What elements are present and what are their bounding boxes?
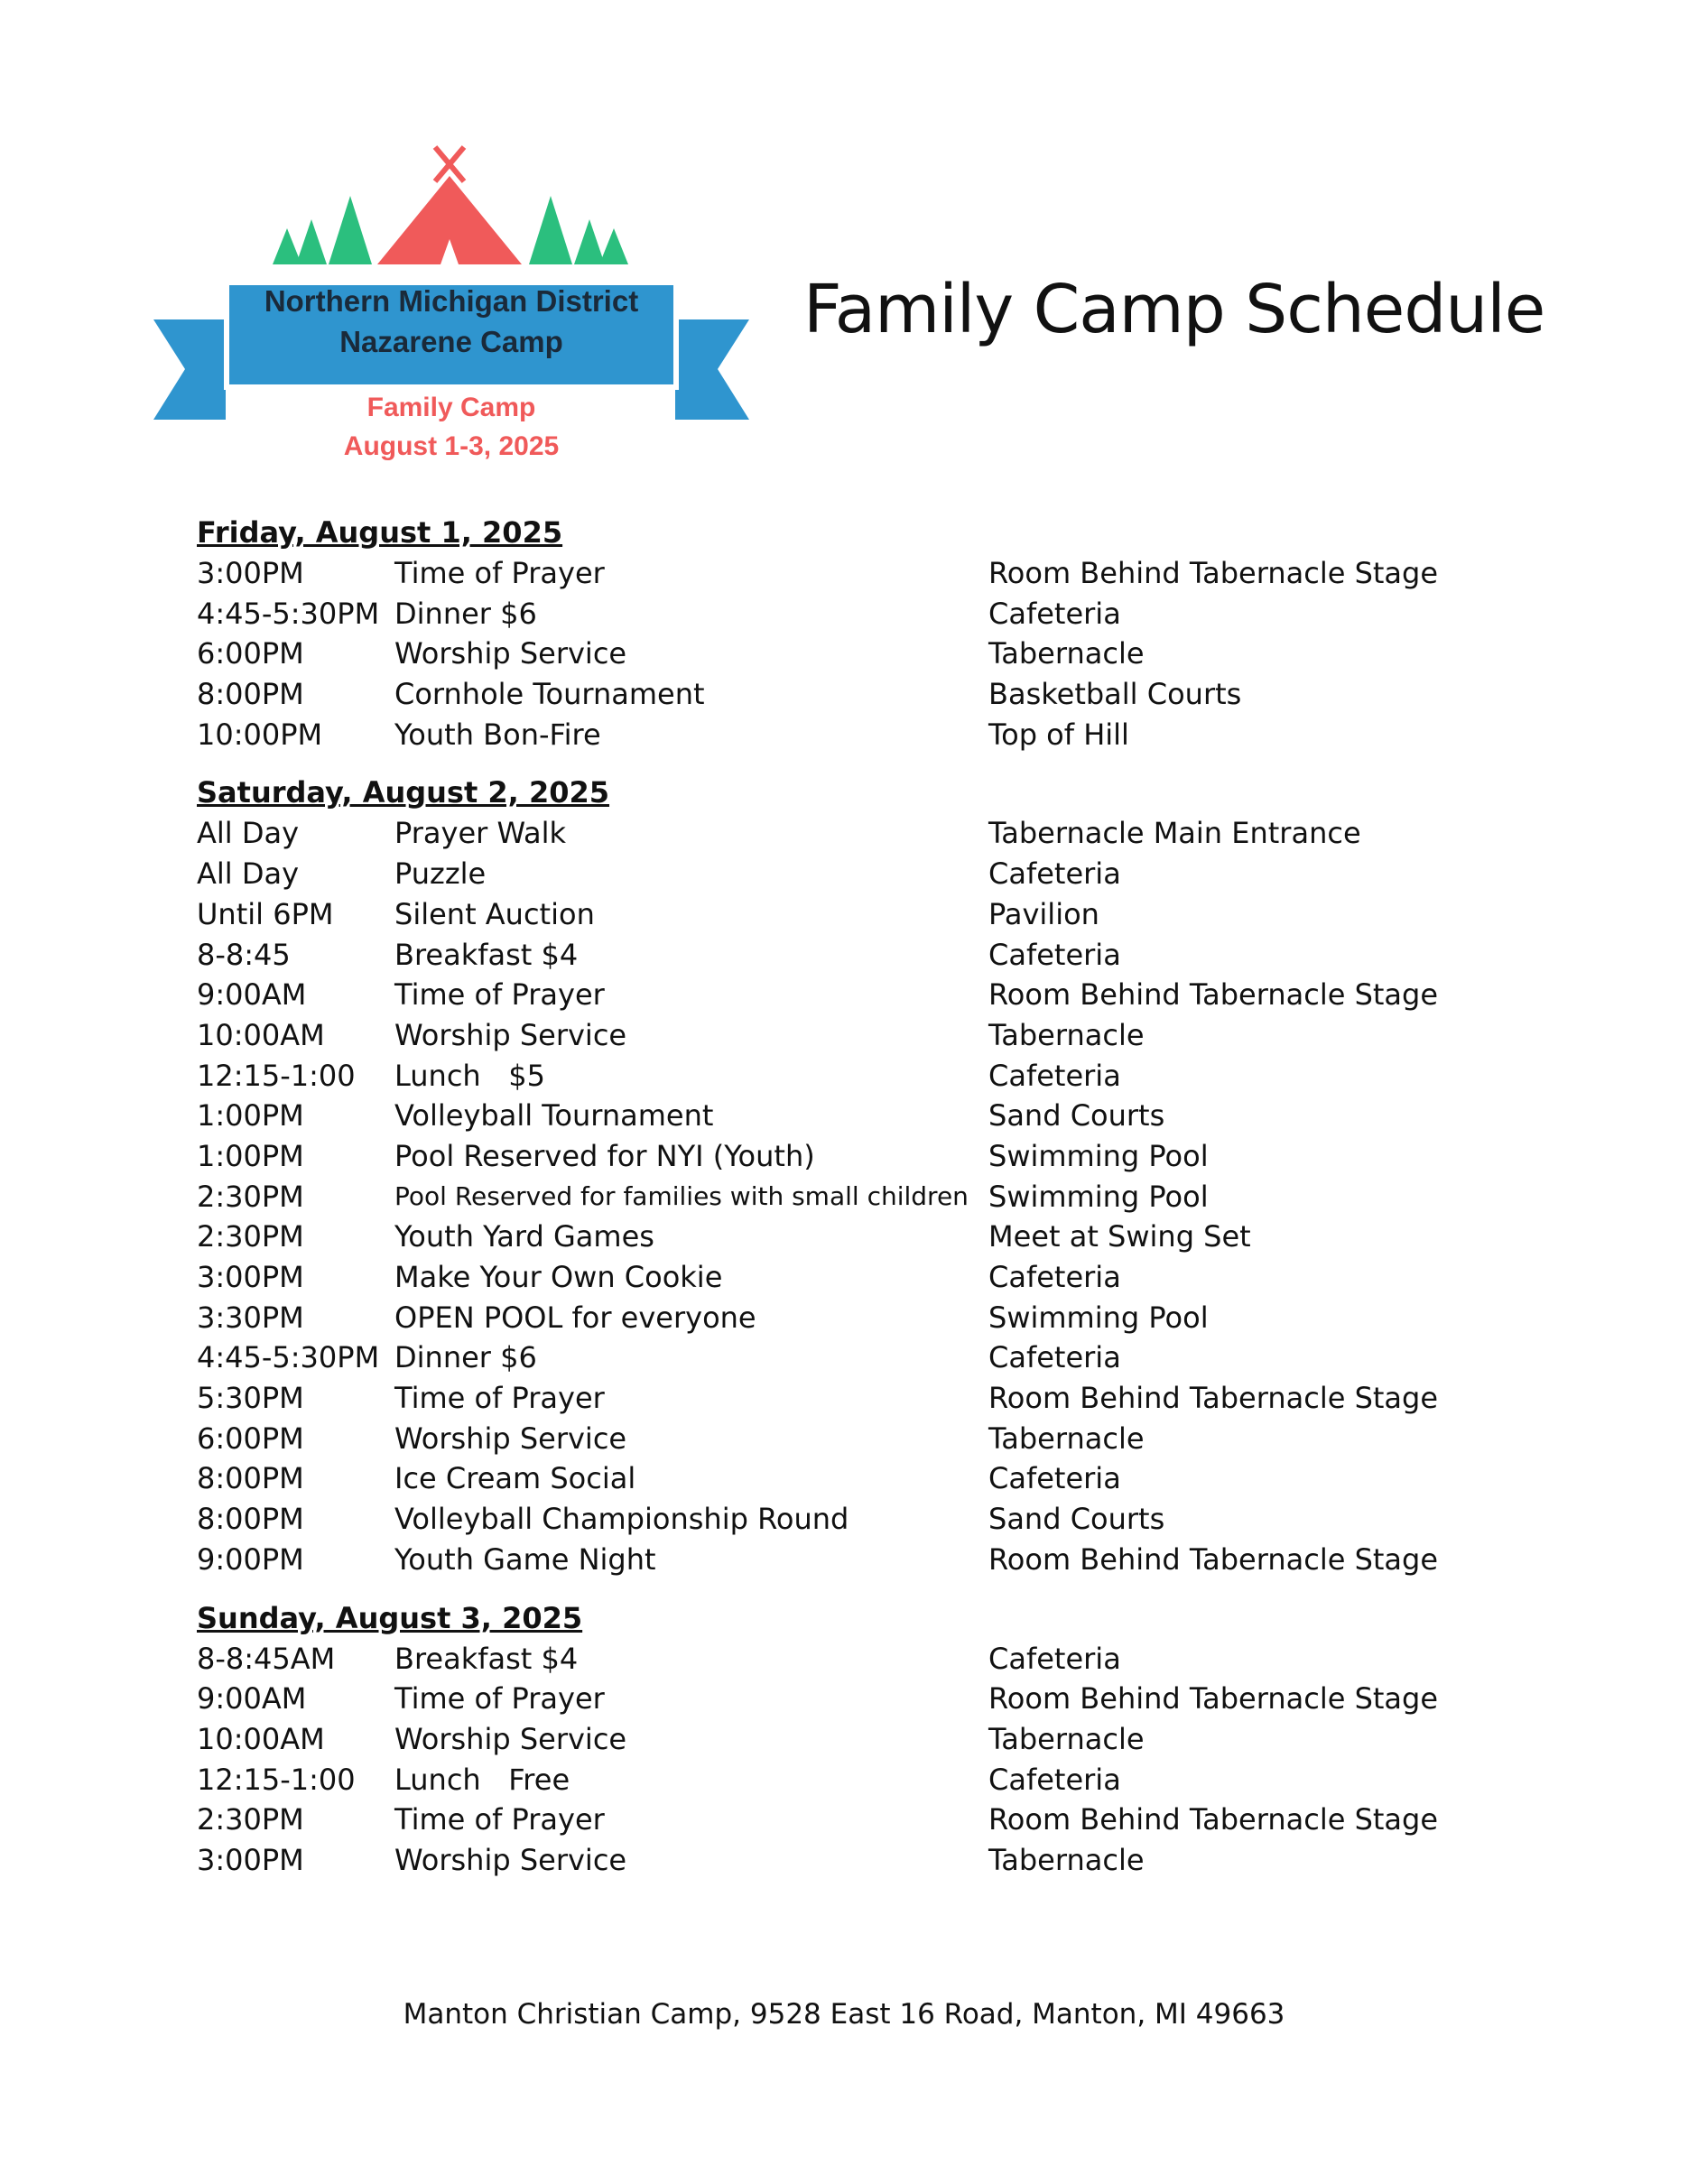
event-location: Cafeteria xyxy=(988,937,1121,972)
event-location: Room Behind Tabernacle Stage xyxy=(988,1681,1439,1717)
event-time: 9:00AM xyxy=(197,1681,307,1717)
event-time: 4:45-5:30PM xyxy=(197,596,380,631)
schedule-row xyxy=(197,1419,1497,1459)
logo-subtitle: Family Camp xyxy=(366,393,536,422)
event-location: Swimming Pool xyxy=(988,1300,1209,1335)
schedule-row xyxy=(197,1015,1497,1056)
logo-line1: Northern Michigan District xyxy=(264,284,639,318)
event-name: Pool Reserved for families with small children xyxy=(394,1180,969,1211)
ribbon-left-tail xyxy=(153,319,226,420)
event-location: Cafeteria xyxy=(988,1260,1121,1294)
day-heading: Saturday, August 2, 2025 xyxy=(197,775,610,810)
event-time: 8:00PM xyxy=(197,677,304,712)
event-name: Worship Service xyxy=(394,1421,627,1456)
event-time: 10:00AM xyxy=(197,1721,325,1756)
event-time: 3:30PM xyxy=(197,1300,304,1335)
schedule-row xyxy=(197,1096,1497,1136)
event-location: Cafeteria xyxy=(988,1340,1121,1375)
footer-address: Manton Christian Camp, 9528 East 16 Road, Manton, MI 49663 xyxy=(403,1998,1285,2031)
event-name: Youth Bon-Fire xyxy=(394,717,601,752)
event-time: 3:00PM xyxy=(197,1260,304,1294)
schedule-row xyxy=(197,1639,1497,1680)
event-name: Time of Prayer xyxy=(394,977,605,1013)
event-time: 8:00PM xyxy=(197,1461,304,1496)
event-name: Time of Prayer xyxy=(394,1381,605,1416)
event-name: Ice Cream Social xyxy=(394,1461,636,1496)
event-name: Worship Service xyxy=(394,1721,627,1756)
event-time: 12:15-1:00 xyxy=(197,1058,356,1093)
event-time: 9:00PM xyxy=(197,1541,304,1577)
event-name: Cornhole Tournament xyxy=(394,677,705,712)
day-section xyxy=(197,1598,1497,1881)
schedule-row xyxy=(197,854,1497,894)
event-location: Cafeteria xyxy=(988,596,1121,631)
event-name: Worship Service xyxy=(394,1842,627,1877)
event-location: Room Behind Tabernacle Stage xyxy=(988,1381,1439,1416)
event-name: Silent Auction xyxy=(394,896,595,931)
schedule-row xyxy=(197,1298,1497,1338)
schedule-row xyxy=(197,1257,1497,1298)
event-location: Pavilion xyxy=(988,896,1099,931)
event-time: 1:00PM xyxy=(197,1098,304,1134)
event-location: Tabernacle xyxy=(988,1721,1145,1756)
event-name: Youth Yard Games xyxy=(394,1219,654,1254)
event-time: 4:45-5:30PM xyxy=(197,1340,380,1375)
day-section xyxy=(197,773,1497,1579)
event-time: 10:00PM xyxy=(197,717,323,752)
ribbon-right-tail xyxy=(675,319,749,420)
tree-icons-left xyxy=(273,196,372,264)
event-location: Cafeteria xyxy=(988,856,1121,892)
schedule-row xyxy=(197,894,1497,935)
event-name: Youth Game Night xyxy=(394,1541,656,1577)
event-location: Tabernacle xyxy=(988,1017,1145,1052)
event-time: 2:30PM xyxy=(197,1802,304,1837)
event-name: OPEN POOL for everyone xyxy=(394,1300,756,1335)
page-title: Family Camp Schedule xyxy=(803,271,1545,348)
day-section xyxy=(197,513,1497,754)
event-location: Swimming Pool xyxy=(988,1138,1209,1173)
event-time: 10:00AM xyxy=(197,1017,325,1052)
event-location: Tabernacle Main Entrance xyxy=(988,816,1361,851)
event-location: Swimming Pool xyxy=(988,1179,1209,1214)
event-location: Tabernacle xyxy=(988,1421,1145,1456)
schedule-row xyxy=(197,1177,1497,1217)
day-heading: Friday, August 1, 2025 xyxy=(197,515,563,550)
schedule xyxy=(197,513,1497,1899)
schedule-row xyxy=(197,1719,1497,1760)
schedule-row xyxy=(197,1800,1497,1840)
schedule-row xyxy=(197,1458,1497,1499)
day-heading: Sunday, August 3, 2025 xyxy=(197,1600,583,1635)
schedule-row xyxy=(197,1217,1497,1257)
schedule-row xyxy=(197,1840,1497,1881)
event-time: 5:30PM xyxy=(197,1381,304,1416)
event-name: Breakfast $4 xyxy=(394,1641,579,1676)
event-name: Time of Prayer xyxy=(394,556,605,590)
schedule-row xyxy=(197,813,1497,854)
event-location: Basketball Courts xyxy=(988,677,1242,712)
event-time: 8-8:45 xyxy=(197,937,291,972)
event-location: Tabernacle xyxy=(988,636,1145,671)
logo-dates: August 1-3, 2025 xyxy=(343,431,560,461)
schedule-row xyxy=(197,553,1497,594)
event-location: Tabernacle xyxy=(988,1842,1145,1877)
schedule-row xyxy=(197,1679,1497,1719)
camp-logo xyxy=(153,140,749,477)
event-name: Pool Reserved for NYI (Youth) xyxy=(394,1138,815,1173)
event-name: Make Your Own Cookie xyxy=(394,1260,723,1294)
event-name: Lunch Free xyxy=(394,1762,570,1797)
event-name: Time of Prayer xyxy=(394,1681,605,1717)
event-time: 3:00PM xyxy=(197,556,304,590)
event-time: 6:00PM xyxy=(197,1421,304,1456)
schedule-row xyxy=(197,1378,1497,1419)
schedule-row xyxy=(197,1056,1497,1097)
event-time: 8:00PM xyxy=(197,1502,304,1537)
event-name: Dinner $6 xyxy=(394,596,537,631)
logo-line2: Nazarene Camp xyxy=(339,325,563,358)
event-name: Worship Service xyxy=(394,1017,627,1052)
schedule-row xyxy=(197,1499,1497,1540)
event-name: Puzzle xyxy=(394,856,487,892)
event-location: Cafeteria xyxy=(988,1058,1121,1093)
event-location: Room Behind Tabernacle Stage xyxy=(988,556,1439,590)
event-name: Volleyball Tournament xyxy=(394,1098,714,1134)
schedule-row xyxy=(197,1337,1497,1378)
event-location: Cafeteria xyxy=(988,1461,1121,1496)
schedule-row xyxy=(197,674,1497,715)
event-location: Room Behind Tabernacle Stage xyxy=(988,1541,1439,1577)
event-time: All Day xyxy=(197,816,300,851)
event-location: Room Behind Tabernacle Stage xyxy=(988,977,1439,1013)
event-location: Sand Courts xyxy=(988,1502,1165,1537)
schedule-row xyxy=(197,1760,1497,1800)
schedule-row xyxy=(197,1540,1497,1580)
schedule-row xyxy=(197,634,1497,674)
event-time: 6:00PM xyxy=(197,636,304,671)
event-location: Cafeteria xyxy=(988,1641,1121,1676)
schedule-row xyxy=(197,975,1497,1015)
event-time: Until 6PM xyxy=(197,896,334,931)
schedule-row xyxy=(197,935,1497,976)
event-name: Prayer Walk xyxy=(394,816,567,851)
event-name: Volleyball Championship Round xyxy=(394,1502,849,1537)
event-name: Lunch $5 xyxy=(394,1058,545,1093)
event-name: Dinner $6 xyxy=(394,1340,537,1375)
event-time: 3:00PM xyxy=(197,1842,304,1877)
event-location: Sand Courts xyxy=(988,1098,1165,1134)
event-location: Top of Hill xyxy=(988,717,1129,752)
event-time: 8-8:45AM xyxy=(197,1641,336,1676)
schedule-row xyxy=(197,594,1497,634)
event-time: All Day xyxy=(197,856,300,892)
schedule-row xyxy=(197,715,1497,755)
event-time: 2:30PM xyxy=(197,1179,304,1214)
tree-icons-right xyxy=(529,196,628,264)
camp-logo-graphic xyxy=(153,140,749,474)
event-location: Cafeteria xyxy=(988,1762,1121,1797)
event-time: 9:00AM xyxy=(197,977,307,1013)
event-location: Room Behind Tabernacle Stage xyxy=(988,1802,1439,1837)
event-name: Time of Prayer xyxy=(394,1802,605,1837)
event-name: Worship Service xyxy=(394,636,627,671)
event-location: Meet at Swing Set xyxy=(988,1219,1251,1254)
event-name: Breakfast $4 xyxy=(394,937,579,972)
schedule-row xyxy=(197,1136,1497,1177)
event-time: 12:15-1:00 xyxy=(197,1762,356,1797)
event-time: 2:30PM xyxy=(197,1219,304,1254)
event-time: 1:00PM xyxy=(197,1138,304,1173)
